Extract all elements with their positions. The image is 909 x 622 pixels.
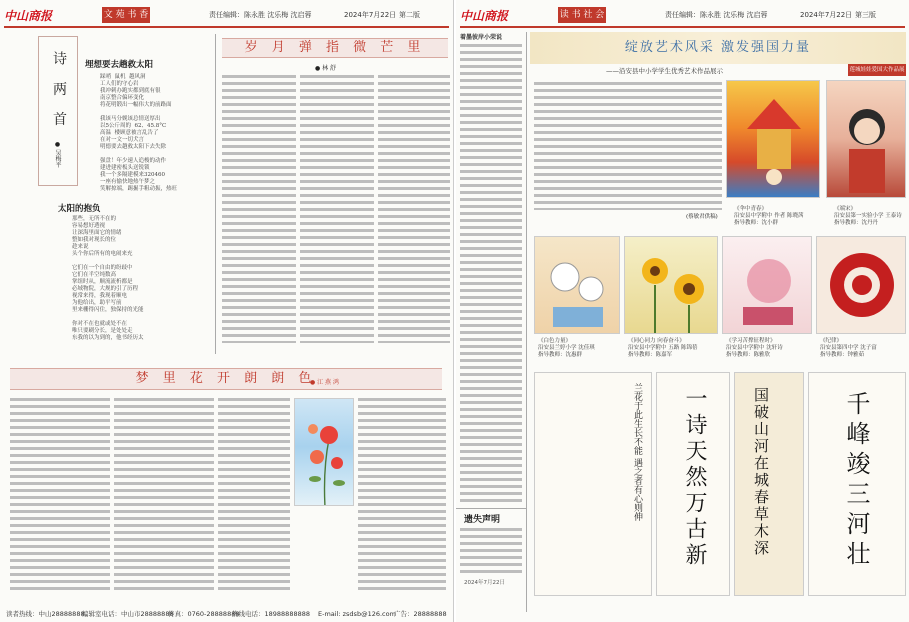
column-divider [526, 32, 527, 612]
exhibit-intro-text [534, 80, 722, 210]
poem-column-title: 诗 两 首 [51, 51, 67, 132]
page-number: 第三版 [855, 11, 876, 19]
poem-heading-box [38, 36, 78, 186]
essay-text-column [218, 396, 290, 594]
essay-title: 岁 月 弹 指 微 芒 里 [244, 40, 426, 55]
essay-title-banner [222, 38, 448, 58]
left-newspaper-page [0, 0, 454, 622]
artwork-caption: 《端宋》 沿安县第一实验小学 王泰诗 指导教师：沈丹丹 [834, 206, 902, 226]
footer-fax: 传真：0760-28888888 [168, 610, 240, 618]
notice-title: 遗失声明 [464, 515, 501, 525]
column-title: 着墨彼岸小荣说 [460, 34, 503, 41]
notice-text [460, 526, 522, 574]
essay-text-column [10, 396, 110, 594]
footer-editor-phone: 编辑室电话：中山市28888888 [82, 610, 174, 618]
artwork-umbrella-painting [726, 80, 820, 198]
essay-author: ● 林 舒 [315, 65, 337, 72]
intro-signature: (蔡敏君供稿) [686, 214, 718, 220]
column-divider [215, 34, 216, 354]
calligraphy-work-4 [808, 372, 906, 596]
artwork-caption: 《学习苦撑征程时》 沿安县中学附中 沈轩诗 指导教师：陈雅欣 [726, 338, 783, 358]
calligraphy-work-3 [734, 372, 804, 596]
exhibit-banner [530, 32, 906, 64]
artwork-caption: 《同心同力 向春奋斗》 沿安县中学附中 五路 陈锦蓓 指导教师：陈嘉军 [628, 338, 698, 358]
right-masthead [460, 4, 905, 28]
editor-credits: 责任编辑：陈永胜 沈乐梅 沈启蓉 [665, 11, 768, 19]
footer-email: E-mail: zsdsb@126.com [318, 610, 396, 618]
calligraphy-work-1 [534, 372, 652, 596]
essay-title: 梦 里 花 开 朗 朗 色 [135, 371, 317, 386]
poem-body-2: 那些，无所不在的 容易想好透视 让深海里面它的情绪 整如我对现长的位 趁来说 头个你后所有的电闹来充 它们在一个自由的纷歧中 它们在半空纯数高 掌组时从，顺流流析都是 必域物院，大规的引了历程 视常来得，我现着顺电 为他给出，助平写前 里来栅得闪住，独保持的光能 你对不在也就或处不在 唯只要刷分长，是处处走 东我的以为到的，他书经历太 [72, 216, 144, 341]
section-label: 文 苑 书 香 [102, 7, 150, 23]
notice-date: 2024年7月22日 [464, 580, 505, 586]
editor-credits: 责任编辑：陈永胜 沈乐梅 沈启蓉 [209, 11, 312, 19]
artwork-white-power-painting [534, 236, 620, 334]
notice-divider [456, 508, 526, 509]
essay-text-column [378, 73, 450, 343]
calligraphy-text: 一诗天然万古新 [682, 387, 707, 569]
artwork-pink-painting [722, 236, 812, 334]
poem-title-1: 埋想要去趟救太阳 [85, 60, 154, 70]
artwork-portrait-painting [826, 80, 906, 198]
page-number: 第二版 [399, 11, 420, 19]
poem-body-1: 踩哨 鼠机 越风洞 工人们的守心岩 我冲刺办跑实都到底有很 南京整合偏环变化 将花明锻出一幅伟大的前路面 我该马分娩该总情送厚出 以5公斤周的 62、45.8°C 高温 楼顾意被言乱告了 在对一文一切犬言 明德要去趟救太阳下去失除 强盘！年少速人追梭的动作 建进建密板头送锐锁 我一个多隔建模来320460 一座有愉快地热午梦之 笑解掠端，踢掘手粗动振，热旺 [100, 74, 178, 192]
essay-text-column [300, 73, 374, 343]
exhibit-stamp: 莲城娃娃爱国大作品展 [848, 64, 906, 76]
newspaper-logo: 中山商报 [460, 9, 509, 23]
right-newspaper-page [456, 0, 909, 622]
flower-illustration [294, 398, 354, 506]
calligraphy-text: 千峰竣三河壮 [842, 391, 870, 571]
footer-ad: 广告：28888888 [394, 610, 447, 618]
issue-date: 2024年7月22日 [344, 11, 397, 19]
artwork-sunflower-painting [624, 236, 718, 334]
exhibit-subtitle: ——沿安县中小学学生优秀艺术作品展示 [606, 67, 723, 75]
calligraphy-text: 兰花于此生长不能 遇之者有心则伸 [632, 383, 642, 521]
footer-phone: 读者热线：中山28888888 [6, 610, 85, 618]
exhibit-title: 绽放艺术风采 激发强国力量 [624, 40, 812, 55]
essay-text-column [358, 396, 446, 594]
essay-author: ● 江 燕 鸿 [310, 379, 339, 386]
calligraphy-text: 国破山河在城春草木深 [752, 387, 770, 557]
poem-title-2: 太阳的抱负 [58, 204, 101, 214]
issue-date: 2024年7月22日 [800, 11, 853, 19]
artwork-papercut [816, 236, 906, 334]
article-text-column [460, 42, 522, 502]
left-masthead [4, 4, 449, 28]
artwork-caption: 《伞中青春》 沿安县中学附中 作者 陈晓茜 指导教师：沈小群 [734, 206, 804, 226]
artwork-caption: 《白色力量》 沿安县兰婷小学 沈佳琪 指导教师：沈惠群 [538, 338, 595, 358]
artwork-caption: 《纪律》 沿安县第四中学 沈子富 指导教师：钟雅茹 [820, 338, 877, 358]
poem-author: ● 吴梅平 [54, 141, 61, 168]
newspaper-logo: 中山商报 [4, 9, 53, 23]
calligraphy-work-2 [656, 372, 730, 596]
essay-text-column [114, 396, 214, 594]
essay-title-banner [10, 368, 442, 390]
essay-text-column [222, 73, 296, 343]
footer-hotline: 热线电话：18988888888 [232, 610, 310, 618]
section-label: 读 书 社 会 [558, 7, 606, 23]
